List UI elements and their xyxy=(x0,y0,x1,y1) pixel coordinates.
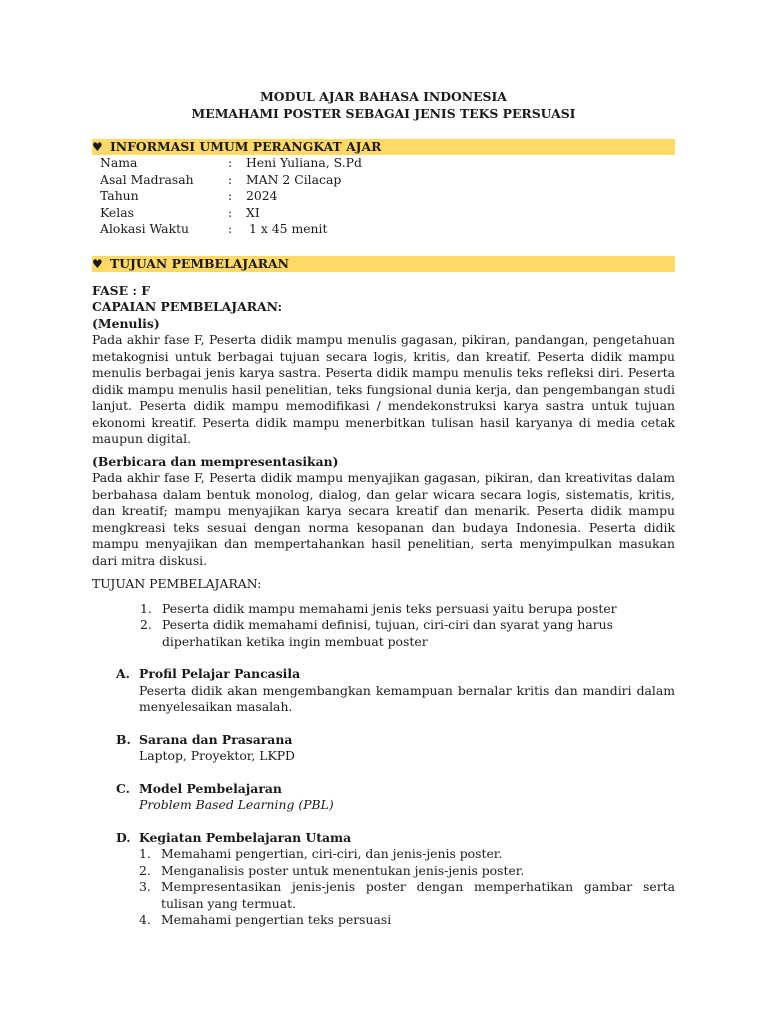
section-letter: C. xyxy=(116,780,130,796)
menulis-heading: (Menulis) xyxy=(92,315,160,331)
section-heading: Kegiatan Pembelajaran Utama xyxy=(139,829,352,845)
info-section-title: INFORMASI UMUM PERANGKAT AJAR xyxy=(110,139,382,154)
section-text: Laptop, Proyektor, LKPD xyxy=(139,748,295,763)
info-sep: : xyxy=(228,221,233,236)
list-text: Memahami pengertian teks persuasi xyxy=(161,912,392,927)
list-number: 1. xyxy=(139,846,151,861)
doc-title-line1: MODUL AJAR BAHASA INDONESIA xyxy=(260,89,507,104)
section-heading: Model Pembelajaran xyxy=(139,780,282,796)
doc-title-line2: MEMAHAMI POSTER SEBAGAI JENIS TEKS PERSUASI xyxy=(191,106,576,121)
list-number: 1. xyxy=(140,600,152,616)
tujuan-list xyxy=(92,601,675,651)
info-value: Heni Yuliana, S.Pd xyxy=(246,155,362,170)
list-number: 2. xyxy=(139,862,151,878)
info-key: Kelas xyxy=(100,204,134,220)
info-row-alokasi xyxy=(92,221,675,238)
list-text: Peserta didik mampu memahami jenis teks persuasi yaitu berupa poster xyxy=(162,600,617,616)
list-text: Peserta didik memahami definisi, tujuan, ciri-ciri dan syarat yang harus diperhatikan ketika ingin membuat poster xyxy=(162,617,613,649)
info-key: Alokasi Waktu xyxy=(100,221,190,236)
section-model xyxy=(92,781,675,814)
info-value: MAN 2 Cilacap xyxy=(246,171,342,187)
info-sep: : xyxy=(228,155,233,170)
tujuan-section-title: TUJUAN PEMBELAJARAN xyxy=(110,255,289,271)
info-table xyxy=(92,155,675,238)
list-item xyxy=(139,912,675,929)
document-content xyxy=(92,88,675,929)
tujuan-section-bar xyxy=(92,256,675,272)
list-number: 2. xyxy=(140,617,152,632)
info-key: Tahun xyxy=(100,188,139,203)
info-value: 2024 xyxy=(246,188,278,203)
list-item xyxy=(139,863,675,880)
list-text: Mempresentasikan jenis-jenis poster dengan memperhatikan gambar serta tulisan yang termuat. xyxy=(161,879,675,911)
section-profil xyxy=(92,666,675,716)
section-letter: D. xyxy=(116,829,131,845)
list-item xyxy=(140,601,675,618)
list-number: 4. xyxy=(139,912,151,927)
section-heading: Sarana dan Prasarana xyxy=(139,731,293,747)
tujuan-label: TUJUAN PEMBELAJARAN: xyxy=(92,576,262,591)
list-text: Menganalisis poster untuk menentukan jenis-jenis poster. xyxy=(161,862,525,878)
info-value: XI xyxy=(246,204,260,220)
berbicara-heading: (Berbicara dan mempresentasikan) xyxy=(92,453,339,469)
list-item xyxy=(139,879,675,912)
list-text: Memahami pengertian, ciri-ciri, dan jenis-jenis poster. xyxy=(161,846,503,861)
section-heading: Profil Pelajar Pancasila xyxy=(139,666,301,681)
info-sep: : xyxy=(228,204,233,220)
section-letter: A. xyxy=(116,666,130,681)
section-sarana xyxy=(92,732,675,765)
info-sep: : xyxy=(228,188,233,203)
berbicara-paragraph: Pada akhir fase F, Peserta didik mampu menyajikan gagasan, pikiran, dan kreativitas dalam berbahasa dalam bentuk monolog, dialog, dan gelar wicara secara logis, sistematis, kritis, dan kreatif; mampu menyajikan karya secara kreatif dan menarik. Peserta didik mampu mengkreasi teks sesuai dengan norma kesopanan dan budaya Indonesia. Peserta didik mampu menyajikan dan mempertahankan hasil penelitian, serta menyimpulkan masukan dari mitra diskusi. xyxy=(92,470,675,568)
info-row-madrasah xyxy=(92,172,675,189)
info-section-bar xyxy=(92,139,675,155)
list-item xyxy=(140,617,675,650)
section-text: Problem Based Learning (PBL) xyxy=(139,797,334,812)
kegiatan-list xyxy=(139,846,675,929)
info-key: Asal Madrasah xyxy=(100,171,194,187)
section-kegiatan xyxy=(92,830,675,929)
heart-icon: ♥ xyxy=(92,140,103,154)
info-row-kelas xyxy=(92,205,675,222)
menulis-paragraph: Pada akhir fase F, Peserta didik mampu menulis gagasan, pikiran, pandangan, pengetahuan metakognisi untuk berbagai tujuan secara logis, kritis, dan kreatif. Peserta didik mampu menulis berbagai jenis karya sastra. Peserta didik mampu menulis teks refleksi diri. Peserta didik mampu menulis hasil penelitian, teks fungsional dunia kerja, dan pengembangan studi lanjut. Peserta didik mampu memodifikasi / mendekonstruksi karya sastra untuk tujuan ekonomi kreatif. Peserta didik mampu menerbitkan tulisan hasil karyanya di media cetak maupun digital. xyxy=(92,332,675,446)
section-letter: B. xyxy=(116,731,131,747)
info-sep: : xyxy=(228,171,233,187)
list-number: 3. xyxy=(139,879,151,894)
info-value: 1 x 45 menit xyxy=(249,221,328,236)
fase-label: FASE : F xyxy=(92,282,151,298)
info-row-nama xyxy=(92,155,675,172)
section-text: Peserta didik akan mengembangkan kemampuan bernalar kritis dan mandiri dalam menyelesaikan masalah. xyxy=(139,682,675,714)
info-key: Nama xyxy=(100,155,138,170)
list-item xyxy=(139,846,675,863)
info-row-tahun xyxy=(92,188,675,205)
heart-icon: ♥ xyxy=(92,256,103,271)
capaian-label: CAPAIAN PEMBELAJARAN: xyxy=(92,299,283,314)
